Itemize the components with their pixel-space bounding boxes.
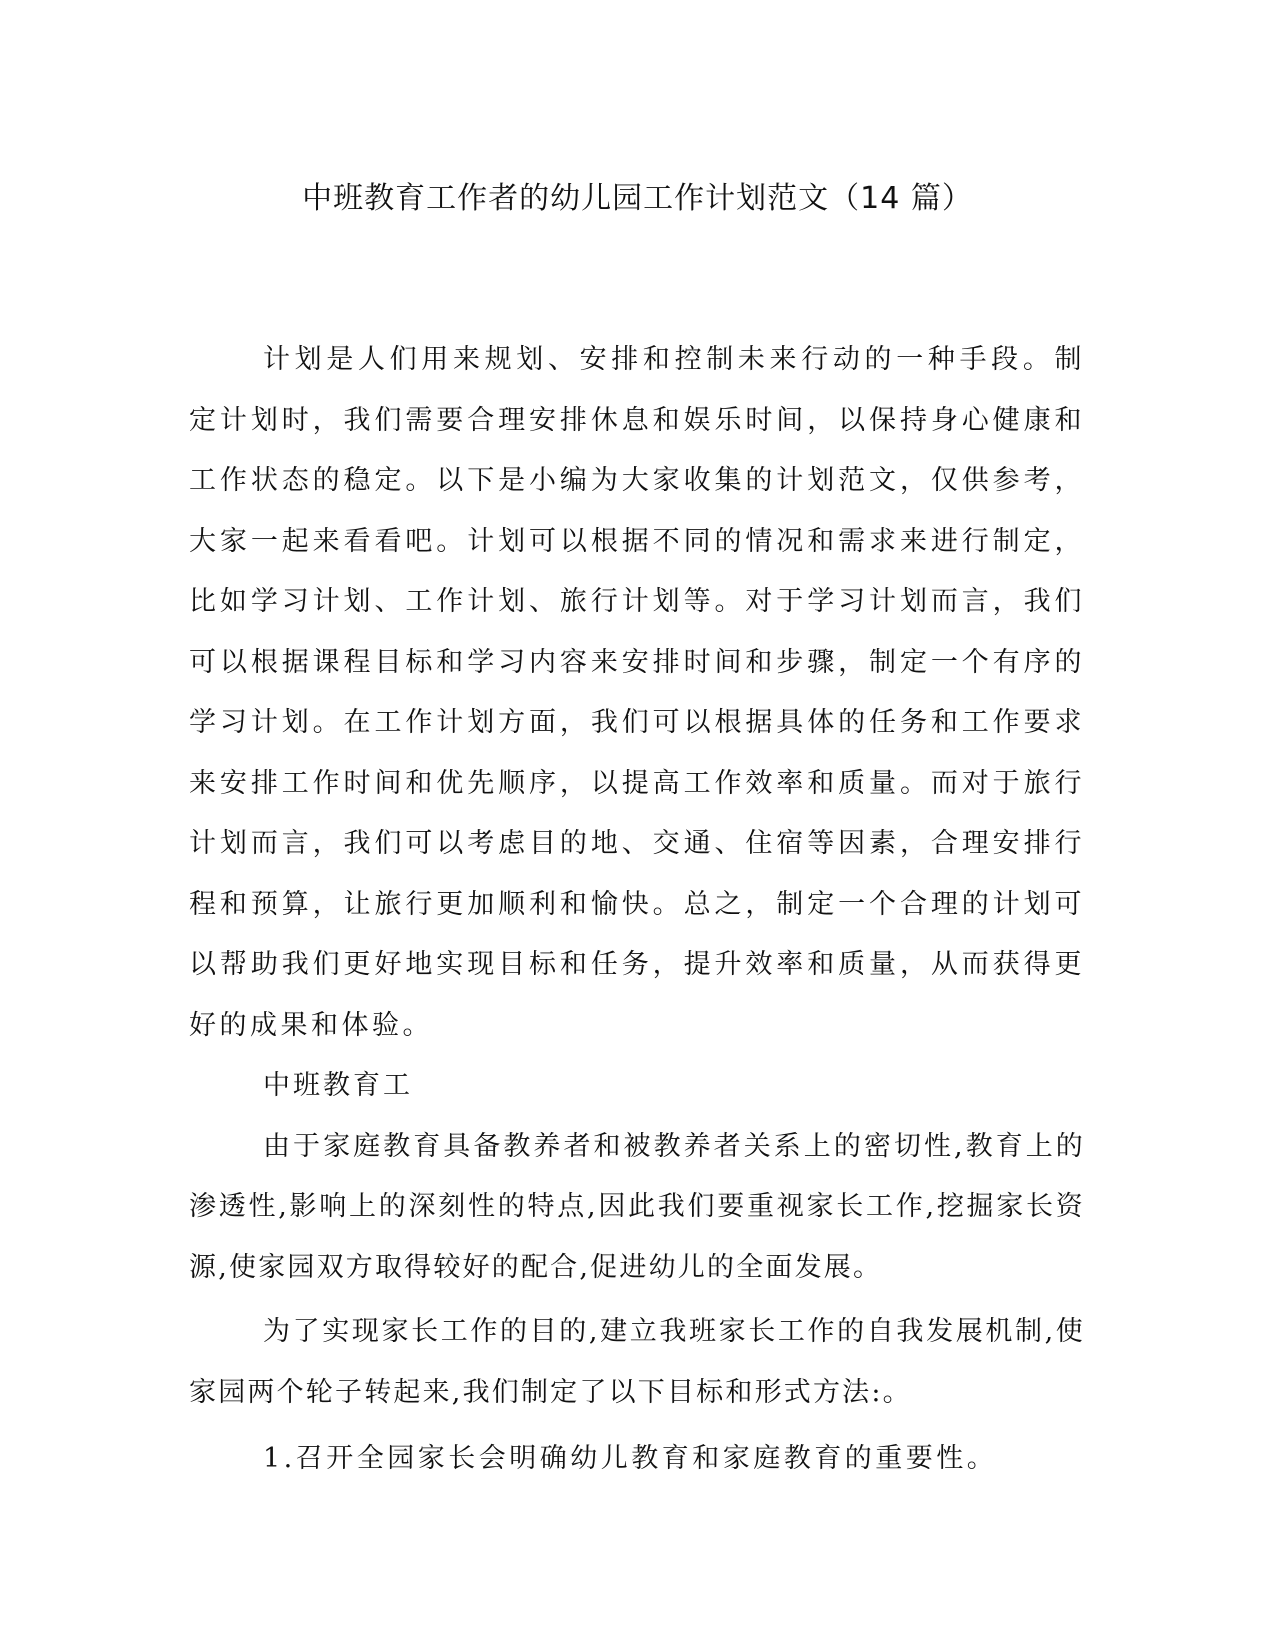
document-body [189,330,1085,1490]
list-item: 1.召开全园家长会明确幼儿教育和家庭教育的重要性。 [263,1443,998,1474]
body-paragraph: 由于家庭教育具备教养者和被教养者关系上的密切性,教育上的渗透性,影响上的深刻性的特点,因此我们要重视家长工作,挖掘家长资源,使家园双方取得较好的配合,促进幼儿的全面发展。 [189,1130,1085,1283]
intro-paragraph: 计划是人们用来规划、安排和控制未来行动的一种手段。制定计划时，我们需要合理安排休息和娱乐时间，以保持身心健康和工作状态的稳定。以下是小编为大家收集的计划范文，仅供参考，大家一起来看看吧。计划可以根据不同的情况和需求来进行制定，比如学习计划、工作计划、旅行计划等。对于学习计划而言，我们可以根据课程目标和学习内容来安排时间和步骤，制定一个有序的学习计划。在工作计划方面，我们可以根据具体的任务和工作要求来安排工作时间和优先顺序，以提高工作效率和质量。而对于旅行计划而言，我们可以考虑目的地、交通、住宿等因素，合理安排行程和预算，让旅行更加顺利和愉快。总之，制定一个合理的计划可以帮助我们更好地实现目标和任务，提升效率和质量，从而获得更好的成果和体验。 [189,344,1085,1041]
section-heading: 中班教育工 [263,1070,413,1101]
document-title: 中班教育工作者的幼儿园工作计划范文（14 篇） [302,181,973,216]
body-paragraph: 为了实现家长工作的目的,建立我班家长工作的自我发展机制,使家园两个轮子转起来,我们制定了以下目标和形式方法:。 [189,1316,1085,1408]
